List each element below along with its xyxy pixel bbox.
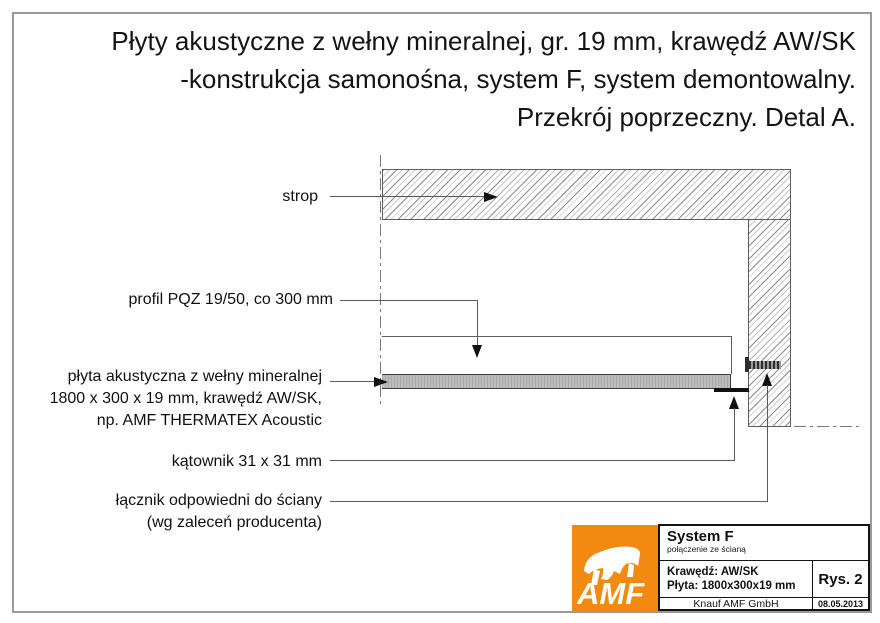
label-lacznik [116,490,322,534]
leader-line-katownik-v [734,408,735,461]
plate-spec: Płyta: 1800x300x19 mm [667,580,796,592]
acoustic-panel [382,374,731,389]
label-plyta-line2: 1800 x 300 x 19 mm, krawędź AW/SK, [49,390,322,407]
amf-bear-logo-icon [572,525,658,611]
titleblock-system-cell [660,526,868,561]
label-plyta-line3: np. AMF THERMATEX Acoustic [96,412,322,429]
amf-logo-text: AMF [577,576,645,611]
system-subtitle: połączenie ze ścianą [667,544,746,554]
axis-line [380,155,381,408]
wall-anchor-screw [749,361,781,369]
concrete-wall-hatch [748,220,791,427]
title-line-1: Płyty akustyczne z wełny mineralnej, gr. 19 mm, krawędź AW/SK [111,26,856,56]
label-lacznik-line2: (wg zaleceń producenta) [146,514,322,531]
leader-line-katownik-h [330,460,735,461]
wall-base-axis-line [794,426,860,427]
arrowhead-strop [484,192,498,202]
edge-spec: Krawędź: AW/SK [667,566,759,578]
titleblock-edge-cell [660,561,812,598]
concrete-slab-hatch [382,169,791,220]
label-plyta-line1: płyta akustyczna z wełny mineralnej [67,368,322,385]
label-profil: profil PQZ 19/50, co 300 mm [128,291,333,308]
label-katownik: kątownik 31 x 31 mm [171,453,322,470]
title-block-table [658,524,870,611]
leader-line-strop [330,196,485,197]
arrowhead-profil [472,345,482,358]
leader-line-plyta [330,381,376,382]
label-plyta [50,366,322,432]
amf-logo [572,525,658,611]
wall-angle-bracket [714,388,749,392]
leader-line-profil-h [340,300,478,301]
leader-line-lacznik-h [330,501,768,502]
pqz-profile-outline [382,336,732,374]
leader-line-profil-v [477,300,478,346]
drawing-title [111,22,856,136]
label-lacznik-line1: łącznik odpowiedni do ściany [115,492,322,509]
title-line-2: -konstrukcja samonośna, system F, system demontowalny. [180,64,856,94]
system-name: System F [667,528,734,545]
arrowhead-plyta [374,377,388,387]
drawing-date: 08.05.2013 [812,598,868,610]
title-line-3: Przekrój poprzeczny. Detal A. [516,102,856,132]
leader-line-lacznik-v [767,385,768,502]
label-strop: strop [282,188,318,205]
drawing-number: Rys. 2 [812,561,868,598]
company-name: Knauf AMF GmbH [693,598,779,610]
